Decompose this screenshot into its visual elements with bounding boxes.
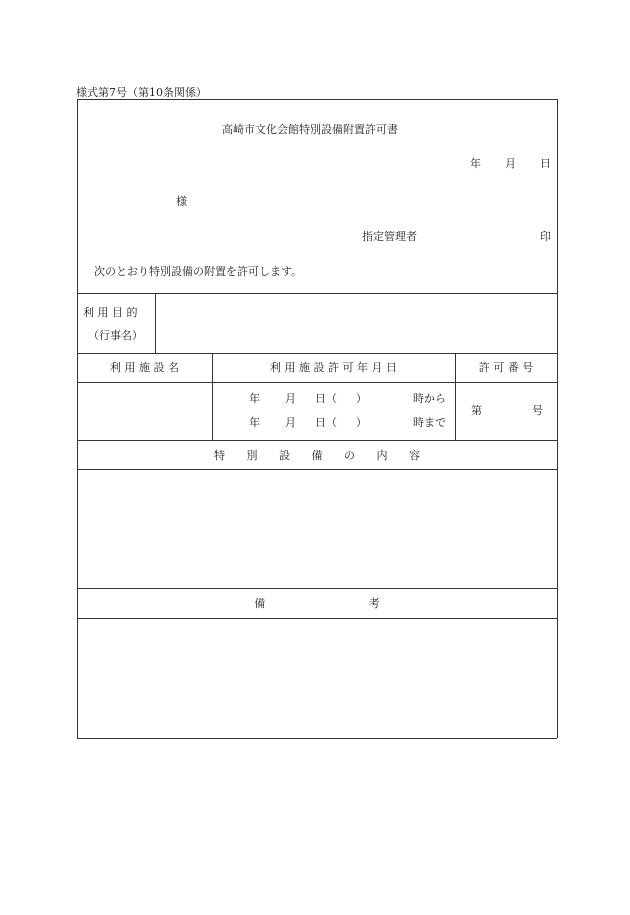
frame-right-line [557,99,558,738]
permit-number-prefix: 第 [471,404,482,417]
schedule-until-label: 時まで [413,416,446,429]
frame-bottom-line [77,738,557,739]
date-year-label: 年 [470,157,481,170]
permit-date-header: 利 用 施 設 許 可 年 月 日 [270,361,397,374]
date-month-label: 月 [505,157,516,170]
schedule-until-year: 年 [249,416,260,429]
purpose-label-sub: （行事名） [88,329,143,342]
permit-statement: 次のとおり特別設備の附置を許可します。 [94,265,303,278]
issuer-label: 指定管理者 [362,230,417,243]
permit-number-header: 許 可 番 号 [478,361,534,374]
row-divider [77,440,557,441]
equipment-heading-divider [77,469,557,470]
column-header-divider [77,382,557,383]
schedule-until-close: ） [356,416,367,429]
schedule-from-year: 年 [249,392,260,405]
schedule-from-month: 月 [285,392,296,405]
facility-name-header: 利 用 施 設 名 [110,361,179,374]
form-title: 高崎市文化会館特別設備附置許可書 [222,123,398,136]
date-day-label: 日 [540,157,551,170]
form-label: 様式第7号（第10条関係） [76,86,207,99]
schedule-until-day: 日（ [315,416,337,429]
schedule-from-close: ） [356,392,367,405]
frame-left-line [77,99,78,738]
schedule-from-day: 日（ [315,392,337,405]
schedule-until-month: 月 [285,416,296,429]
addressee-suffix: 様 [176,195,187,208]
frame-top-line [77,99,557,100]
equipment-content-divider [77,588,557,589]
permit-number-suffix: 号 [532,404,543,417]
purpose-label: 利 用 目 的 [83,306,138,319]
purpose-label-divider [155,293,156,353]
remarks-heading-divider [77,618,557,619]
header-divider [77,293,557,294]
equipment-heading: 特 別 設 備 の 内 容 [214,449,420,462]
seal-mark: 印 [540,230,551,243]
schedule-from-label: 時から [413,392,446,405]
purpose-divider [77,353,557,354]
remarks-heading: 備 考 [254,597,380,610]
